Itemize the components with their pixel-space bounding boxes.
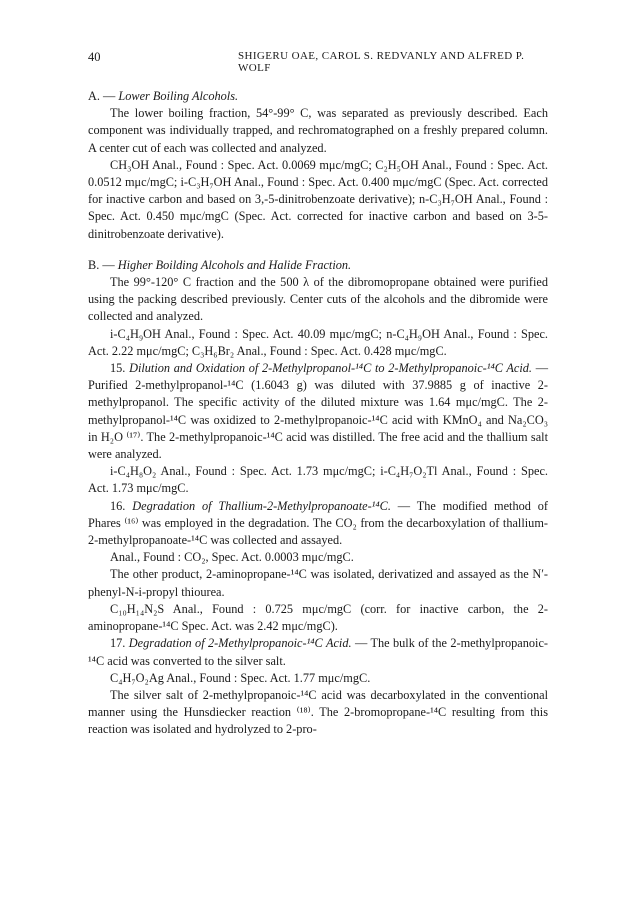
section-15-number: 15. — [110, 361, 126, 376]
section-b-title: Higher Boilding Alcohols and Halide Fraction. — [117, 257, 352, 272]
page-number: 40 — [88, 50, 101, 64]
section-a-paragraph: The lower boiling fraction, 54°-99° C, was separated as previously described. Each component was individually trapped, and rechromatographed on a freshly prepared column. A center cut of each was collected and analyzed. — [88, 106, 548, 155]
section-17-analysis: C₄H₇O₂Ag Anal., Found : Spec. Act. 1.77 mμc/mgC. — [110, 670, 371, 685]
section-16-title: Degradation of Thallium-2-Methylpropanoate-¹⁴C. — [132, 498, 391, 513]
section-16-paragraph — [88, 498, 548, 550]
section-15-analysis: i-C₄H₈O₂ Anal., Found : Spec. Act. 1.73 mμc/mgC; i-C₄H₇O₂Tl Anal., Found : Spec. Act. 1.73 mμc/mgC. — [88, 464, 548, 496]
section-16-analysis-thiourea: C₁₀H₁₄N₂S Anal., Found : 0.725 mμc/mgC (corr. for inactive carbon, the 2-aminopropane-¹⁴C Spec. Act. was 2.42 mμc/mgC). — [88, 601, 548, 634]
section-a-label: A. — — [88, 89, 116, 103]
section-16-number: 16. — [110, 498, 126, 513]
section-17-paragraph — [88, 635, 548, 669]
section-16-text: — The modified method of Phares ⁽¹⁶⁾ was employed in the degradation. The CO₂ from the decarboxylation of thallium-2-methylpropanoate-¹⁴C was collected and assayed. — [88, 498, 549, 548]
section-15-paragraph — [88, 360, 548, 463]
section-b-label: B. — — [88, 257, 115, 272]
page-header — [88, 50, 544, 74]
section-16-analysis-co2: Anal., Found : CO₂, Spec. Act. 0.0003 mμc/mgC. — [110, 550, 354, 565]
section-a-title: Lower Boiling Alcohols. — [118, 89, 239, 103]
section-a-analysis: CH₃OH Anal., Found : Spec. Act. 0.0069 mμc/mgC; C₂H₅OH Anal., Found : Spec. Act. 0.0512 mμc/mgC; i-C₃H₇OH Anal., Found : Spec. Act. 0.400 mμc/mgC (Spec. Act. corrected for inactive carbon and based on 3,-5-dinitrobenzoate derivative); n-C₃H₇OH Anal., Found : Spec. Act. 0.450 mμc/mgC (Spec. Act. corrected for inactive carbon and based on 3-5-dinitrobenzoate derivative). — [88, 157, 548, 241]
section-a-heading — [88, 88, 548, 105]
section-15-title: Dilution and Oxidation of 2-Methylpropanol-¹⁴C to 2-Methylpropanoic-¹⁴C Acid. — [129, 361, 533, 376]
section-17-title: Degradation of 2-Methylpropanoic-¹⁴C Acid. — [128, 636, 352, 651]
section-17-text: — The bulk of the 2-methylpropanoic-¹⁴C acid was converted to the silver salt. — [88, 636, 549, 668]
running-title: SHIGERU OAE, CAROL S. REDVANLY AND ALFRED P. WOLF — [238, 50, 525, 74]
section-17-paragraph-2: The silver salt of 2-methylpropanoic-¹⁴C acid was decarboxylated in the conventional manner using the Hunsdiecker reaction ⁽¹⁸⁾. The 2-bromopropane-¹⁴C resulting from this reaction was isolated and hydrolyzed to 2-pro- — [88, 687, 548, 737]
section-17-number: 17. — [110, 636, 126, 651]
section-b-heading — [88, 257, 548, 274]
section-15-text: — Purified 2-methylpropanol-¹⁴C (1.6043 g) was diluted with 37.9885 g of inactive 2-methylpropanol. The specific activity of the diluted mixture was 1.64 mμc/mgC. The 2-methylpropanol-¹⁴C was oxidized to 2-methylpropanoic-¹⁴C acid with KMnO₄ and Na₂CO₃ in H₂O ⁽¹⁷⁾. The 2-methylpropanoic-¹⁴C acid was distilled. The free acid and the thallium salt were analyzed. — [88, 361, 548, 462]
body-text — [88, 88, 548, 739]
section-16-paragraph-2: The other product, 2-aminopropane-¹⁴C was isolated, derivatized and assayed as the N′-phenyl-N-i-propyl thiourea. — [88, 567, 548, 599]
section-b-analysis: i-C₄H₉OH Anal., Found : Spec. Act. 40.09 mμc/mgC; n-C₄H₉OH Anal., Found : Spec. Act. 2.22 mμc/mgC; C₃H₆Br₂ Anal., Found : Spec. Act. 0.428 mμc/mgC. — [88, 326, 548, 358]
section-b-paragraph: The 99°-120° C fraction and the 500 λ of the dibromopropane obtained were purified using the packing described previously. Center cuts of the alcohols and the dibromide were collected and analyzed. — [88, 275, 548, 324]
